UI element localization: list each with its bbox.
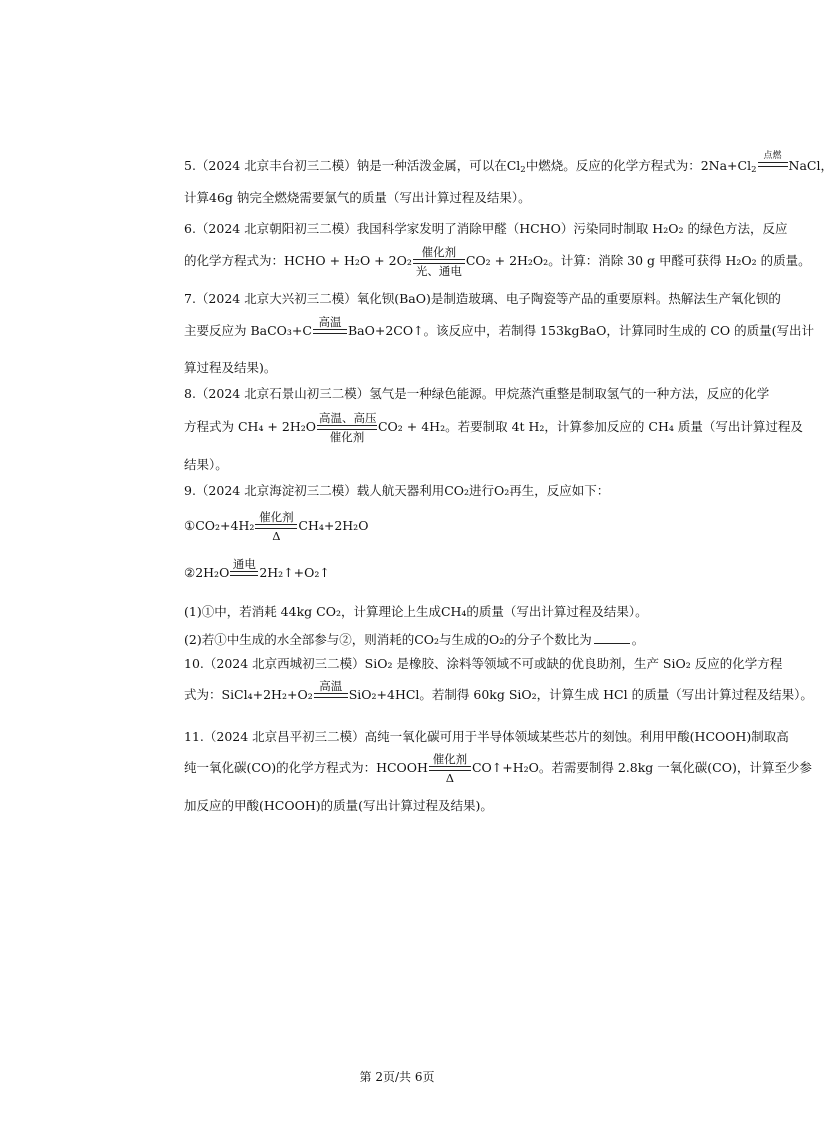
page-number: 第 2页/共 6页 bbox=[359, 1070, 435, 1084]
q8-line-2: 方程式为 CH₄ + 2H₂O 高温、高压 催化剂 CO₂ + 4H₂。若要制取 4t H₂，计算参加反应的 CH₄ 质量（写出计算过程及 bbox=[184, 411, 803, 444]
q9-reaction-1: ①CO₂+4H₂ 催化剂 Δ CH₄+2H₂O bbox=[184, 510, 369, 543]
q11-line-2: 纯一氧化碳(CO)的化学方程式为：HCOOH 催化剂 Δ CO↑+H₂O。若需要制得 2.8kg 一氧化碳(CO)，计算至少参 bbox=[184, 752, 812, 785]
q9-reaction-1-arrow: 催化剂 Δ bbox=[255, 511, 297, 542]
q7-reaction-arrow: 高温 bbox=[313, 316, 347, 347]
q9-part-1: (1)①中，若消耗 44kg CO₂，计算理论上生成CH₄的质量（写出计算过程及结果）。 bbox=[184, 604, 648, 619]
answer-blank[interactable] bbox=[594, 633, 630, 644]
q7-line-3: 算过程及结果)。 bbox=[184, 360, 277, 375]
q8-line-1: 8.（2024 北京石景山初三二模）氢气是一种绿色能源。甲烷蒸汽重整是制取氢气的一种方法，反应的化学 bbox=[184, 386, 770, 401]
q6-line-2: 的化学方程式为：HCHO + H₂O + 2O₂ 催化剂 光、通电 CO₂ + 2H₂O₂。计算：消除 30 g 甲醛可获得 H₂O₂ 的质量。 bbox=[184, 245, 811, 278]
q6-line-1: 6.（2024 北京朝阳初三二模）我国科学家发明了消除甲醛（HCHO）污染同时制取 H₂O₂ 的绿色方法，反应 bbox=[184, 221, 788, 236]
q11-line-3: 加反应的甲酸(HCOOH)的质量(写出计算过程及结果)。 bbox=[184, 798, 493, 813]
q5-line-1: 5.（2024 北京丰台初三二模）钠是一种活泼金属，可以在$Cl_2$中燃烧。反应的化学方程式为：$2Na+Cl_2$ 点燃 NaCl， bbox=[184, 151, 833, 175]
q9-reaction-2: ②2H₂O 通电 2H₂↑+O₂↑ bbox=[184, 558, 774, 586]
q5-reaction-arrow: 点燃 bbox=[758, 151, 788, 168]
q10-reaction-arrow: 高温 bbox=[314, 680, 348, 711]
q7-line-1: 7.（2024 北京大兴初三二模）氧化钡(BaO)是制造玻璃、电子陶瓷等产品的重要原料。热解法生产氧化钡的 bbox=[184, 291, 781, 306]
q11-line-1: 11.（2024 北京昌平初三二模）高纯一氧化碳可用于半导体领域某些芯片的刻蚀。利用甲酸(HCOOH)制取高 bbox=[184, 729, 789, 744]
q9-line-1: 9.（2024 北京海淀初三二模）载人航天器利用CO₂进行O₂再生，反应如下： bbox=[184, 483, 610, 498]
q9-part-2: (2)若①中生成的水全部参与②，则消耗的CO₂与生成的O₂的分子个数比为 。 bbox=[184, 632, 645, 647]
q6-reaction-arrow: 催化剂 光、通电 bbox=[413, 246, 465, 277]
q10-line-1: 10.（2024 北京西城初三二模）SiO₂ 是橡胶、涂料等领域不可或缺的优良助剂，生产 SiO₂ 反应的化学方程 bbox=[184, 656, 783, 671]
q11-reaction-arrow: 催化剂 Δ bbox=[429, 753, 471, 784]
q5-line-2: 计算46g 钠完全燃烧需要氯气的质量（写出计算过程及结果）。 bbox=[184, 190, 531, 205]
q8-reaction-arrow: 高温、高压 催化剂 bbox=[318, 411, 377, 444]
q10-line-2: 式为：SiCl₄+2H₂+O₂ 高温 SiO₂+4HCl。若制得 60kg SiO₂，计算生成 HCl 的质量（写出计算过程及结果）。 bbox=[184, 680, 774, 708]
q7-line-2: 主要反应为 BaCO₃+C 高温 BaO+2CO↑。该反应中，若制得 153kgBaO，计算同时生成的 CO 的质量(写出计 bbox=[184, 316, 774, 344]
q9-reaction-2-arrow: 通电 bbox=[230, 558, 258, 589]
q8-line-3: 结果）。 bbox=[184, 457, 228, 472]
